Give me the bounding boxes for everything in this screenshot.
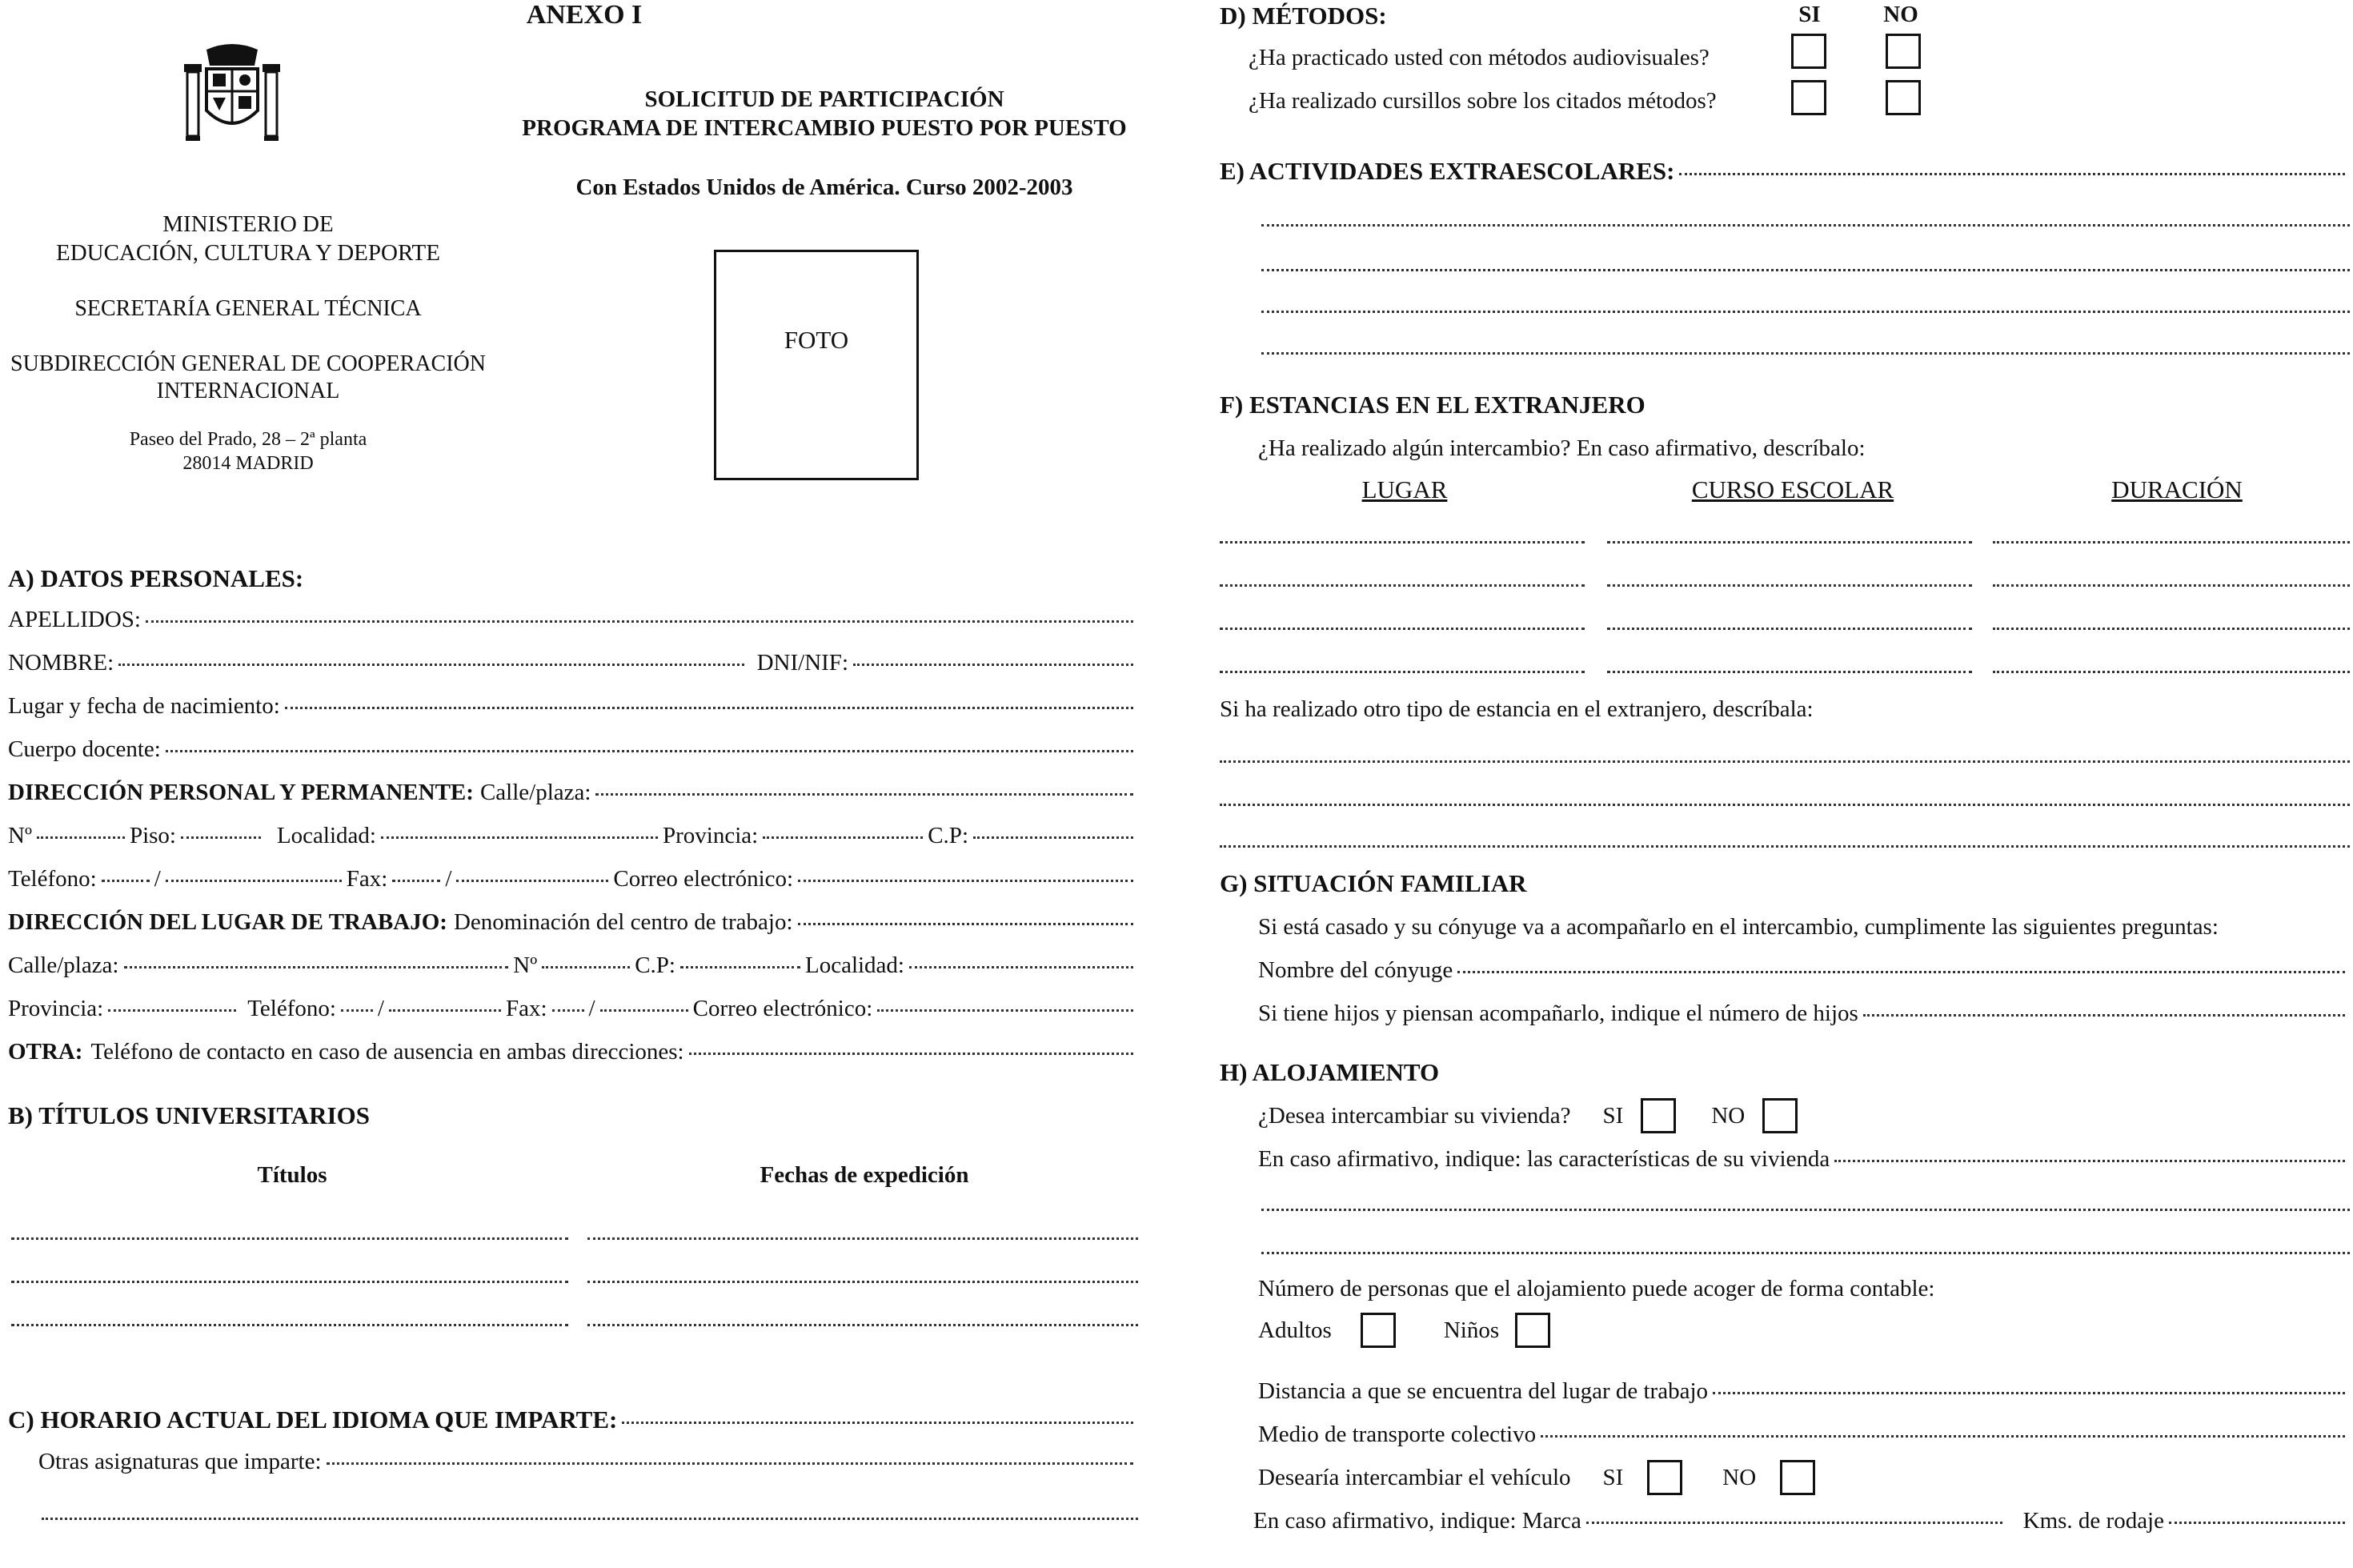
otra-label: OTRA:: [8, 1039, 83, 1065]
d-no-header: NO: [1883, 2, 1918, 27]
otro-field-1[interactable]: [1220, 760, 2350, 763]
otro-field-2[interactable]: [1220, 804, 2350, 806]
fax2-field[interactable]: [600, 1009, 688, 1012]
nombre-row: [8, 650, 1138, 676]
address: [0, 427, 496, 475]
localidad-label: Localidad:: [276, 823, 376, 848]
vivienda-row: [1258, 1098, 1798, 1133]
coat-of-arms-icon: [182, 42, 282, 146]
telefono-prefix-field[interactable]: [102, 880, 150, 882]
curso-field-3[interactable]: [1607, 628, 1972, 630]
otra-text: Teléfono de contacto en caso de ausencia en ambas direcciones:: [90, 1039, 684, 1065]
piso-field[interactable]: [181, 836, 261, 839]
telefono2-label: Teléfono:: [247, 996, 336, 1021]
caract-row: [1258, 1146, 2350, 1173]
fax-prefix-field[interactable]: [392, 880, 440, 882]
telefono2-field[interactable]: [389, 1009, 501, 1012]
horario-row: [8, 1406, 1138, 1434]
otro-field-3[interactable]: [1220, 845, 2350, 848]
kms-field[interactable]: [2169, 1522, 2345, 1524]
curso-col-header: CURSO ESCOLAR: [1691, 475, 1894, 503]
titulo-field-3[interactable]: [11, 1324, 568, 1326]
actividades-field-4[interactable]: [1261, 311, 2350, 313]
subdireccion-line-1: SUBDIRECCIÓN GENERAL DE COOPERACIÓN: [10, 351, 486, 376]
section-f-heading: F) ESTANCIAS EN EL EXTRANJERO: [1220, 391, 1645, 419]
duracion-field-3[interactable]: [1993, 628, 2350, 630]
conyuge-row: [1258, 957, 2350, 984]
titulo-field-2[interactable]: [11, 1281, 568, 1283]
num2-field[interactable]: [542, 966, 630, 968]
d-q2: ¿Ha realizado cursillos sobre los citados métodos?: [1249, 88, 1717, 114]
dir-trabajo-label: DIRECCIÓN DEL LUGAR DE TRABAJO:: [8, 909, 447, 935]
lugar-fecha-row: [8, 693, 1138, 720]
provincia-label: Provincia:: [663, 823, 759, 848]
denominacion-label: Denominación del centro de trabajo:: [453, 909, 793, 935]
cp2-field[interactable]: [680, 966, 800, 968]
fecha-field-2[interactable]: [587, 1281, 1138, 1283]
correo-label: Correo electrónico:: [613, 866, 794, 892]
apellidos-row: [8, 607, 1138, 633]
dir-trabajo-row: [8, 909, 1138, 936]
marca-label: En caso afirmativo, indique: Marca: [1253, 1508, 1581, 1534]
fecha-field-1[interactable]: [587, 1237, 1138, 1240]
ministry-line-1: MINISTERIO DE: [162, 211, 334, 237]
cuerpo-field[interactable]: [166, 750, 1133, 752]
fecha-field-3[interactable]: [587, 1324, 1138, 1326]
hijos-field[interactable]: [1863, 1014, 2345, 1017]
provincia2-label: Provincia:: [8, 996, 104, 1021]
address-line-2: 28014 MADRID: [182, 453, 314, 474]
duracion-field-4[interactable]: [1993, 671, 2350, 673]
caract-field-2[interactable]: [1261, 1209, 2350, 1211]
section-d-heading: D) MÉTODOS:: [1220, 2, 1387, 30]
address-line-1: Paseo del Prado, 28 – 2ª planta: [129, 429, 367, 450]
fax2-label: Fax:: [505, 996, 547, 1021]
curso-field-1[interactable]: [1607, 541, 1972, 543]
vehiculo-si-checkbox[interactable]: [1647, 1460, 1682, 1495]
correo2-field[interactable]: [877, 1009, 1133, 1012]
cp-label: C.P:: [928, 823, 968, 848]
subdireccion: [0, 351, 496, 405]
d-q2-si-checkbox[interactable]: [1791, 80, 1826, 115]
correo2-label: Correo electrónico:: [692, 996, 873, 1021]
vivienda-question: ¿Desea intercambiar su vivienda?: [1258, 1102, 1571, 1129]
capacidad-row: [1258, 1313, 1550, 1348]
curso-field-2[interactable]: [1607, 584, 1972, 587]
f-question: ¿Ha realizado algún intercambio? En caso afirmativo, descríbalo:: [1258, 435, 1866, 461]
cp2-label: C.P:: [635, 952, 675, 978]
provincia2-field[interactable]: [108, 1009, 236, 1012]
num-field[interactable]: [37, 836, 125, 839]
d-q1-si-checkbox[interactable]: [1791, 34, 1826, 69]
ministry-block: [0, 210, 496, 267]
marca-field[interactable]: [1586, 1522, 2002, 1524]
d-q1: ¿Ha practicado usted con métodos audiovisuales?: [1249, 45, 1710, 70]
fax-field[interactable]: [456, 880, 608, 882]
otras-field-2[interactable]: [42, 1518, 1138, 1520]
vivienda-no-label: NO: [1711, 1102, 1746, 1129]
dir-personal-row: [8, 780, 1138, 806]
correo-field[interactable]: [798, 880, 1133, 882]
calle-label: Calle/plaza:: [479, 780, 591, 805]
curso-field-4[interactable]: [1607, 671, 1972, 673]
localidad2-field[interactable]: [909, 966, 1133, 968]
otra-field[interactable]: [689, 1053, 1133, 1055]
d-q1-no-checkbox[interactable]: [1886, 34, 1921, 69]
lugar-field-3[interactable]: [1220, 628, 1585, 630]
lugar-col-header: LUGAR: [1361, 475, 1448, 503]
fax2-prefix-field[interactable]: [552, 1009, 584, 1012]
dni-label: DNI/NIF:: [756, 650, 848, 676]
localidad-field[interactable]: [381, 836, 658, 839]
actividades-field-5[interactable]: [1261, 352, 2350, 355]
ninos-box[interactable]: [1515, 1313, 1550, 1348]
distancia-field[interactable]: [1713, 1392, 2345, 1394]
section-c-heading: C) HORARIO ACTUAL DEL IDIOMA QUE IMPARTE:: [8, 1406, 618, 1434]
ministry-line-2: EDUCACIÓN, CULTURA Y DEPORTE: [55, 240, 440, 266]
vivienda-si-label: SI: [1602, 1102, 1624, 1129]
actividades-field-2[interactable]: [1261, 224, 2350, 227]
vivienda-si-checkbox[interactable]: [1641, 1098, 1676, 1133]
trabajo-provincia-row: [8, 996, 1138, 1022]
lugar-field-1[interactable]: [1220, 541, 1585, 543]
telefono-label: Teléfono:: [8, 866, 97, 892]
anexo-title: ANEXO I: [526, 0, 643, 30]
lugar-fecha-label: Lugar y fecha de nacimiento:: [8, 693, 280, 719]
denominacion-field[interactable]: [798, 923, 1134, 925]
ninos-label: Niños: [1443, 1317, 1500, 1343]
trabajo-calle-row: [8, 952, 1138, 979]
transporte-label: Medio de transporte colectivo: [1258, 1422, 1537, 1447]
calle2-field[interactable]: [124, 966, 509, 968]
cuerpo-row: [8, 736, 1138, 763]
piso-label: Piso:: [129, 823, 176, 848]
section-g-heading: G) SITUACIÓN FAMILIAR: [1220, 869, 1527, 897]
fax-label: Fax:: [346, 866, 388, 892]
form-title: [480, 85, 1168, 142]
transporte-row: [1258, 1422, 2350, 1448]
apellidos-field[interactable]: [146, 620, 1133, 623]
actividades-field-3[interactable]: [1261, 269, 2350, 271]
form-subtitle: Con Estados Unidos de América. Curso 2002-2003: [575, 174, 1073, 200]
form-title-line-2: PROGRAMA DE INTERCAMBIO PUESTO POR PUESTO: [522, 115, 1127, 141]
d-si-header: SI: [1798, 2, 1821, 27]
transporte-field[interactable]: [1541, 1435, 2345, 1438]
apellidos-label: APELLIDOS:: [8, 607, 141, 632]
vehiculo-label: Desearía intercambiar el vehículo: [1258, 1464, 1571, 1490]
nombre-label: NOMBRE:: [8, 650, 114, 676]
numero-row: [8, 823, 1138, 849]
marca-row: [1253, 1508, 2350, 1534]
calle2-label: Calle/plaza:: [8, 952, 119, 978]
num-label: Nº: [8, 823, 32, 848]
photo-label: FOTO: [784, 326, 849, 354]
fechas-col-header: Fechas de expedición: [760, 1162, 969, 1188]
fax2-slash: /: [588, 996, 595, 1021]
section-e-heading: E) ACTIVIDADES EXTRAESCOLARES:: [1220, 157, 1675, 185]
personas-label: Número de personas que el alojamiento puede acoger de forma contable:: [1258, 1276, 1935, 1301]
duracion-field-2[interactable]: [1993, 584, 2350, 587]
calle-field[interactable]: [595, 793, 1133, 796]
dir-personal-label: DIRECCIÓN PERSONAL Y PERMANENTE:: [8, 780, 474, 805]
vehiculo-no-checkbox[interactable]: [1780, 1460, 1815, 1495]
secretaria: SECRETARÍA GENERAL TÉCNICA: [74, 296, 422, 321]
lugar-field-4[interactable]: [1220, 671, 1585, 673]
section-h-heading: H) ALOJAMIENTO: [1220, 1058, 1440, 1086]
section-b-heading: B) TÍTULOS UNIVERSITARIOS: [8, 1101, 370, 1129]
otras-row: [38, 1449, 1138, 1475]
f-otro-label: Si ha realizado otro tipo de estancia en el extranjero, descríbala:: [1220, 696, 1814, 722]
subdireccion-line-2: INTERNACIONAL: [156, 379, 340, 403]
adultos-box[interactable]: [1361, 1313, 1396, 1348]
d-q2-no-checkbox[interactable]: [1886, 80, 1921, 115]
nombre-field[interactable]: [118, 664, 744, 666]
kms-label: Kms. de rodaje: [2022, 1508, 2164, 1534]
fax-slash: /: [445, 866, 452, 892]
cuerpo-label: Cuerpo docente:: [8, 736, 161, 762]
actividades-row: [1220, 157, 2350, 186]
caract-field-1[interactable]: [1834, 1160, 2345, 1162]
titulos-col-header: Títulos: [257, 1162, 327, 1188]
telefono-field[interactable]: [166, 880, 342, 882]
actividades-field-1[interactable]: [1679, 173, 2345, 175]
g-intro: Si está casado y su cónyuge va a acompañarlo en el intercambio, cumplimente las siguientes preguntas:: [1258, 914, 2219, 940]
duracion-col-header: DURACIÓN: [2111, 475, 2243, 503]
telefono-slash: /: [154, 866, 161, 892]
telefono2-prefix-field[interactable]: [341, 1009, 373, 1012]
otra-row: [8, 1039, 1138, 1065]
vehiculo-si-label: SI: [1602, 1464, 1624, 1490]
section-a-heading: A) DATOS PERSONALES:: [8, 564, 304, 592]
distancia-row: [1258, 1378, 2350, 1405]
horario-field[interactable]: [622, 1422, 1133, 1424]
adultos-label: Adultos: [1258, 1317, 1332, 1343]
cp-field[interactable]: [973, 836, 1133, 839]
vehiculo-row: [1258, 1460, 1815, 1495]
caract-field-3[interactable]: [1261, 1252, 2350, 1254]
photo-box[interactable]: [714, 250, 919, 480]
telefono2-slash: /: [377, 996, 384, 1021]
titulo-field-1[interactable]: [11, 1237, 568, 1240]
form-title-line-1: SOLICITUD DE PARTICIPACIÓN: [644, 86, 1004, 112]
otras-label: Otras asignaturas que imparte:: [38, 1449, 322, 1474]
provincia-field[interactable]: [763, 836, 923, 839]
hijos-label: Si tiene hijos y piensan acompañarlo, indique el número de hijos: [1258, 1001, 1858, 1026]
num2-label: Nº: [513, 952, 538, 978]
vivienda-no-checkbox[interactable]: [1762, 1098, 1798, 1133]
dni-field[interactable]: [853, 664, 1133, 666]
conyuge-field[interactable]: [1457, 971, 2345, 973]
hijos-row: [1258, 1001, 2350, 1027]
vehiculo-no-label: NO: [1722, 1464, 1757, 1490]
caract-label: En caso afirmativo, indique: las características de su vivienda: [1258, 1146, 1830, 1172]
conyuge-label: Nombre del cónyuge: [1258, 957, 1453, 983]
otras-field[interactable]: [327, 1462, 1133, 1465]
distancia-label: Distancia a que se encuentra del lugar de trabajo: [1258, 1378, 1709, 1404]
telefono-row: [8, 866, 1138, 892]
lugar-field-2[interactable]: [1220, 584, 1585, 587]
duracion-field-1[interactable]: [1993, 541, 2350, 543]
lugar-fecha-field[interactable]: [285, 707, 1133, 709]
localidad2-label: Localidad:: [804, 952, 904, 978]
